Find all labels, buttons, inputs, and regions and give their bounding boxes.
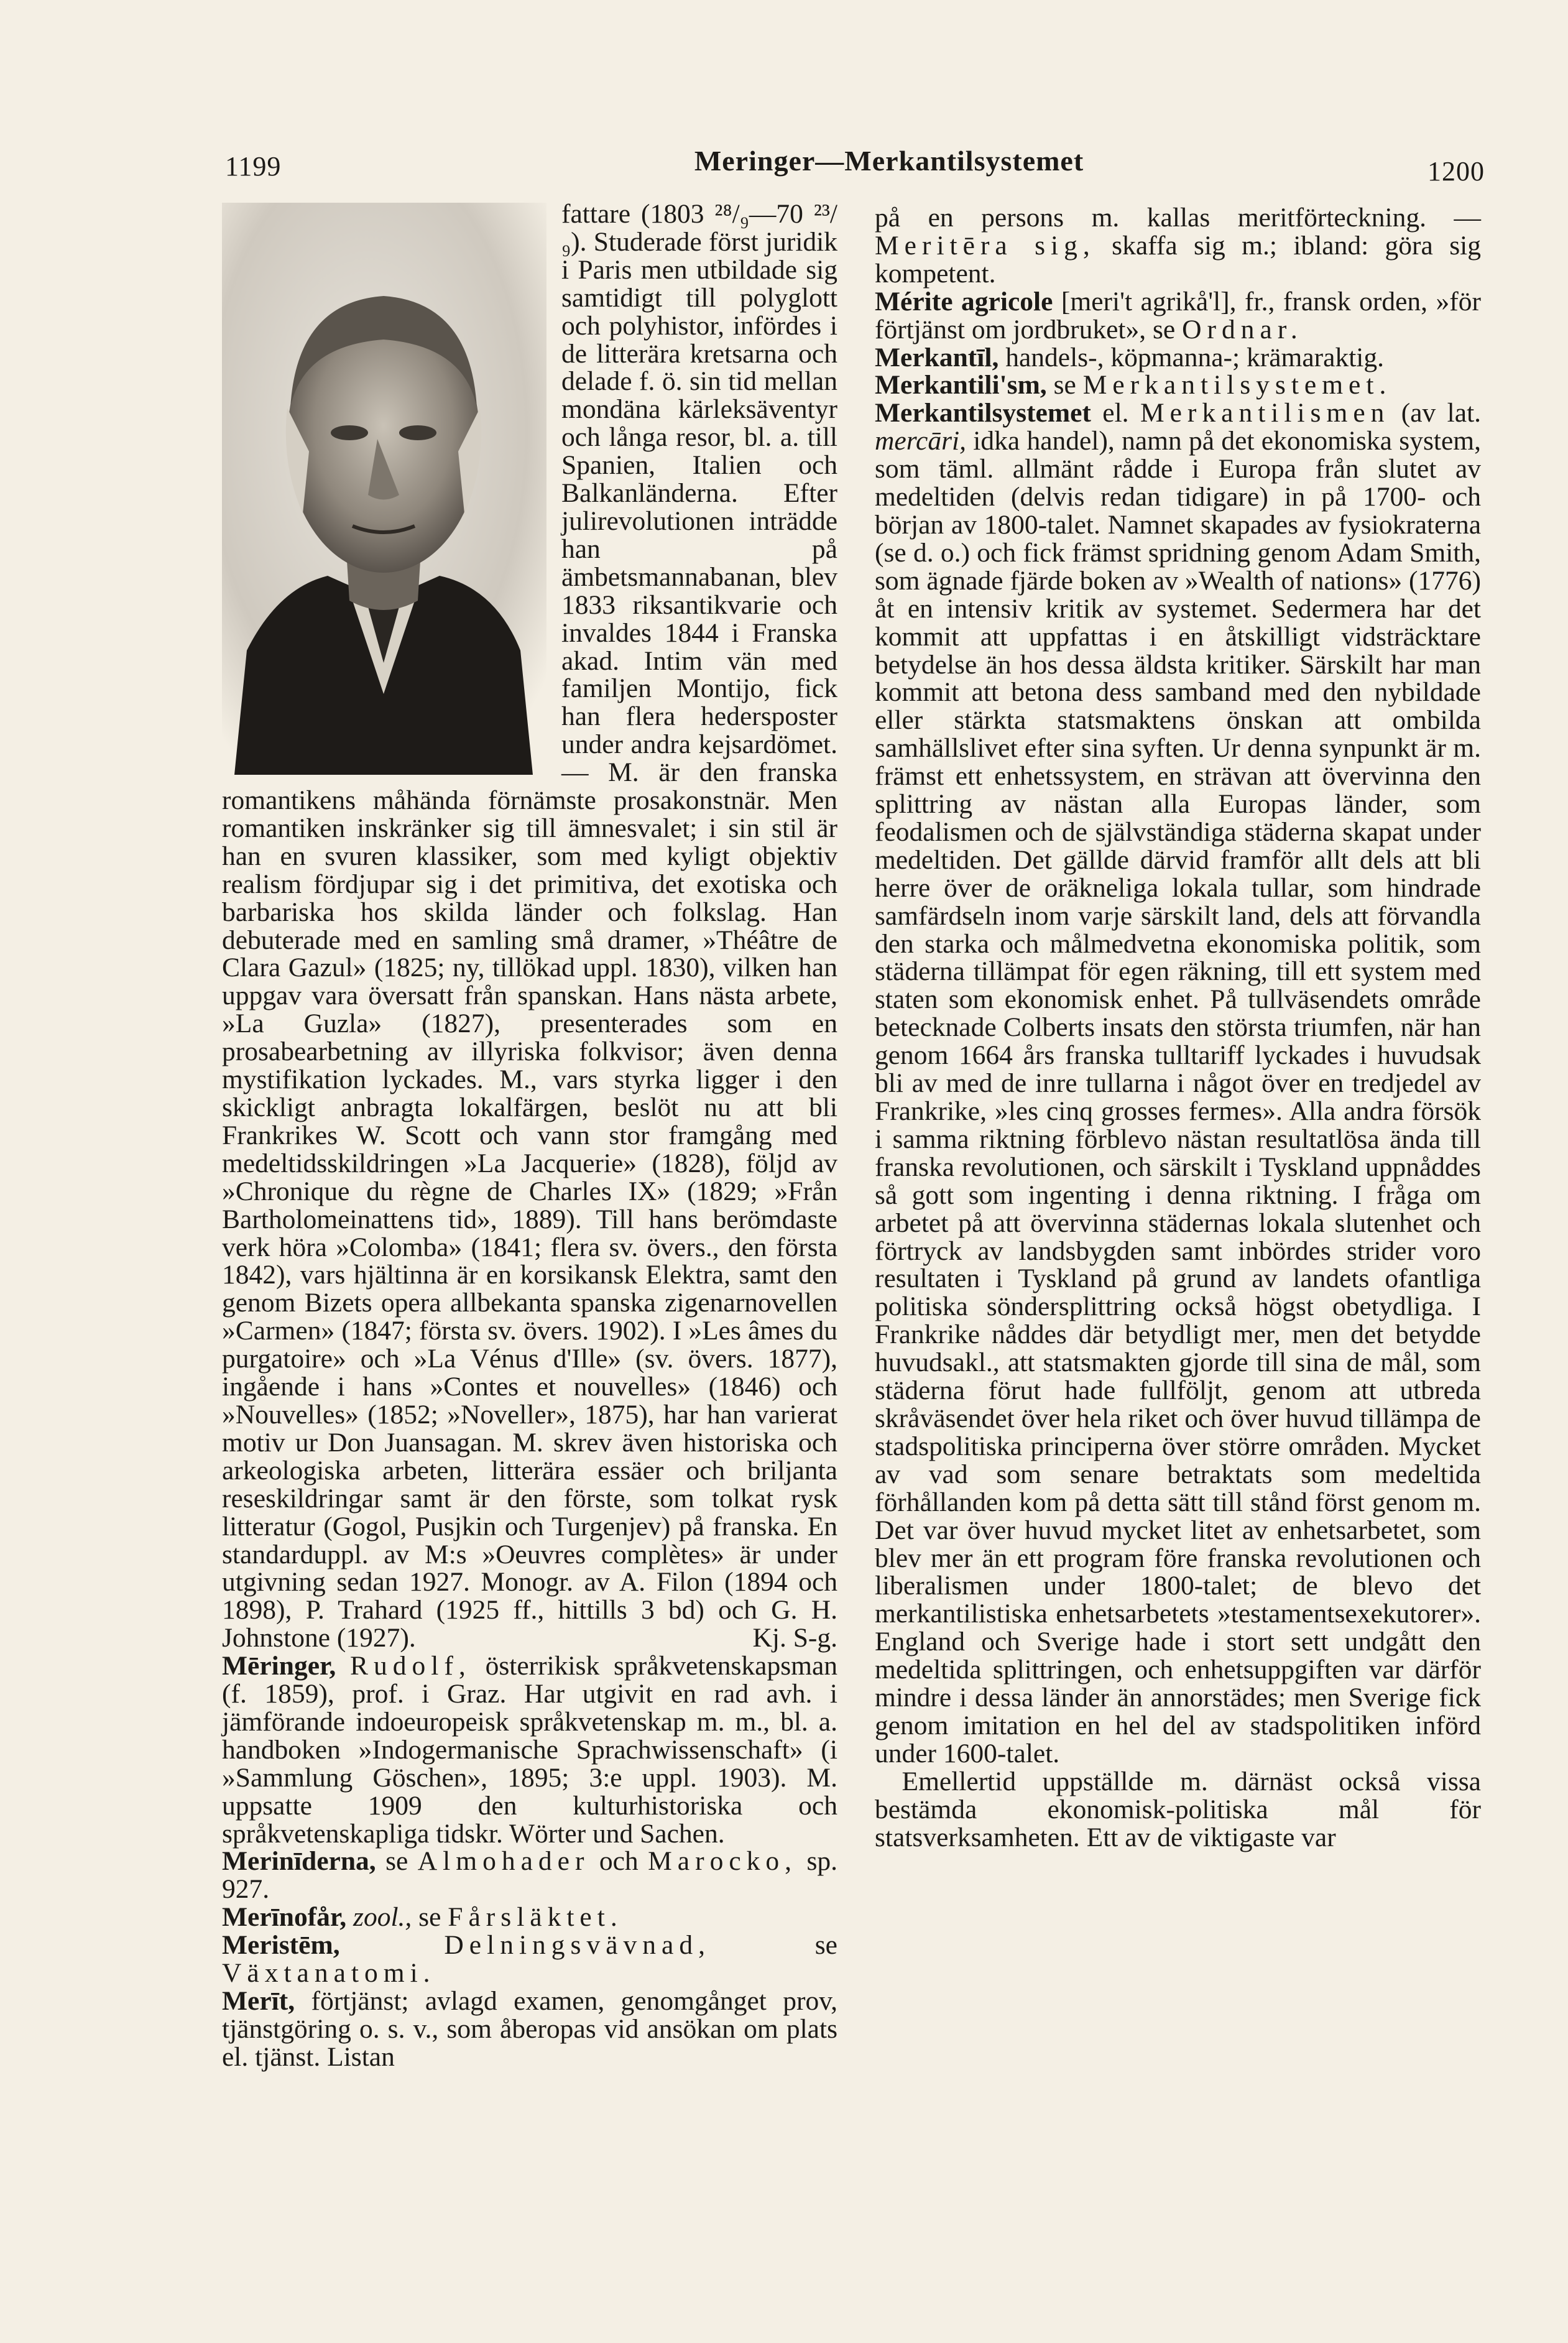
author-signature: Kj. S-g. [752, 1623, 837, 1653]
headword-merinider: Merinīderna, [222, 1846, 376, 1877]
headword-merinofar: Merīnofår, [222, 1902, 347, 1933]
headword-merkantil: Merkantīl, [875, 342, 999, 372]
meritera-text: skaffa sig m.; ibland: göra sig kompetent. [875, 230, 1482, 289]
merit-text: förtjänst; avlagd examen, genomgånget prov, tjänstgöring o. s. v., som åberopas vid ansökan om plats el. tjänst. Listan [222, 1986, 838, 2072]
meringer-text: österrikisk språkvetenskapsman (f. 1859), prof. i Graz. Har utgivit en rad avh. i jämförande indoeuropeisk språkvetenskap m. m., bl. a. handboken »Indogermanische Sprachwissenschaft» (i »Sammlung Göschen», 1895; 3:e uppl. 1903). M. uppsatte 1909 den kulturhistoriska och språkvetenskapliga tidskr. Wörter und Sachen. [222, 1651, 838, 1849]
see-word: se [385, 1846, 408, 1877]
right-column [875, 204, 1481, 1851]
headword-meringer: Mēringer, [222, 1651, 336, 1681]
cross-reference-almohader[interactable]: Almohader [417, 1846, 590, 1877]
headword-meritera: Meritēra sig, [875, 230, 1095, 261]
portrait-image [222, 203, 546, 775]
page-number-left: 1199 [225, 151, 282, 182]
headword-meristem: Meristēm, [222, 1930, 340, 1961]
headword-merkantilism: Merkantili'sm, [875, 370, 1047, 400]
see-word: se [418, 1902, 441, 1933]
zool-label: zool., [353, 1902, 412, 1933]
see-word: se [1053, 370, 1076, 400]
el-word: el. [1102, 398, 1129, 428]
meringer-name: Rudolf, [350, 1651, 471, 1681]
cross-reference-farslaktet[interactable]: Fårsläktet. [448, 1902, 623, 1933]
cross-reference-vaxtanatomi[interactable]: Växtanatomi. [222, 1958, 436, 1989]
left-column [222, 200, 837, 2071]
headword-merite-agricole: Mérite agricole [875, 286, 1053, 317]
cross-reference-merkantilsystemet[interactable]: Merkantilsystemet. [1082, 370, 1392, 400]
page-number-right: 1200 [1427, 156, 1485, 187]
headword-merit: Merīt, [222, 1986, 295, 2016]
latin-word: mercāri, [875, 426, 966, 456]
merit-continuation: på en persons m. kallas meritförteckning. — [875, 203, 1481, 233]
merimee-text: fattare (1803 ²⁸/₉—70 ²³/₉). Studerade först juridik i Paris men utbildade sig samtidigt till polyglott och polyhistor, infördes i de litterära kretsarna och delade f. ö. sin tid mellan mondäna kärleksäventyr och långa resor, bl. a. till Spanien, Italien och Balkanländerna. Efter julirevolutionen inträdde han på ämbetsmannabanan, blev 1833 riksantikvarie och invaldes 1844 i Franska akad. Intim vän med familjen Montijo, fick han flera hedersposter under andra kejsardömet. — M. är den franska romantikens måhända förnämste prosakonstnär. Men romantiken inskränker sig till ämnesvalet; i sin stil är han en svuren klassiker, som med kyligt objektiv realism fördjupar sig i det primitiva, det exotiska och barbariska hos skilda länder och folkslag. Han debuterade med en samling små dramer, »Théâtre de Clara Gazul» (1825; ny, tillökad uppl. 1830), vilken han uppgav vara översatt från spanskan. Hans nästa arbete, »La Guzla» (1827), presenterades som en prosabearbetning av illyriska folkvisor; även denna mystifikation lyckades. M., vars styrka ligger i den skickligt anbragta lokalfärgen, beslöt nu att bli Frankrikes W. Scott och vann stor framgång med medeltidsskildringen »La Jacquerie» (1828), följd av »Chronique du règne de Charles IX» (1829; »Från Bartholomeinattens tid», 1889). Till hans berömdaste verk höra »Colomba» (1841; flera sv. övers., den första 1842), vars hjältinna är en korsikansk Elektra, samt den genom Bizets opera allbekanta spanska zigenarnovellen »Carmen» (1847; första sv. övers. 1902). I »Les âmes du purgatoire» och »La Vénus d'Ille» (sv. övers. 1877), ingående i hans »Contes et nouvelles» (1846) och »Nouvelles» (1852; »Noveller», 1875), har han varierat motiv ur Don Juansagan. M. skrev även historiska och arkeologiska arbeten, litterära essäer och briljanta reseskildringar samt är den förste, som tolkat rysk litteratur (Gogol, Pusjkin och Turgenjev) på franska. En standarduppl. av M:s »Oeuvres complètes» är under utgivning sedan 1927. Monogr. av A. Filon (1894 och 1898), P. Trahard (1925 ff., hittills 3 bd) och G. H. Johnstone (1927). [222, 199, 837, 1653]
last-paragraph: Emellertid uppställde m. därnäst också vissa bestämda ekonomisk-politiska mål för statsverksamheten. Ett av de viktigaste var [875, 1766, 1481, 1852]
conjunction-word: och [599, 1846, 639, 1877]
see-word: se [814, 1930, 837, 1961]
synonym-merkantilismen: Merkantilismen [1140, 398, 1390, 428]
cross-reference-marocko[interactable]: Marocko, [648, 1846, 798, 1877]
meristem-synonym: Delningsvävnad, [444, 1930, 711, 1961]
headword-merkantilsystemet: Merkantilsystemet [875, 398, 1091, 428]
merkantil-text: handels-, köpmanna-; krämaraktig. [1005, 342, 1385, 372]
latin-prefix: (av lat. [1401, 398, 1482, 428]
merite-text: [meri't agrikå'l], fr., fransk orden, »för förtjänst om jordbruket», se [875, 286, 1481, 344]
running-head: Meringer—Merkantilsystemet [694, 145, 1084, 177]
portrait-photo [222, 203, 546, 775]
merkantilsystemet-text: idka handel), namn på det ekonomiska system, som täml. allmänt rådde i Europa från slutet av medeltiden (delvis redan tidigare) in på 1700- och början av 1800-talet. Namnet skapades av fysiokraterna (se d. o.) och fick främst spridning genom Adam Smith, som ägnade fjärde boken av »Wealth of nations» (1776) åt en intensiv kritik av systemet. Sedermera har det kommit att uppfattas i en åtskilligt vidsträcktare betydelse än hos dessa äldsta kritiker. Särskilt har man kommit att betona dess samband med den nybildade eller stärkta statsmaktens önskan att ombilda samhällslivet efter sina syften. Ur denna synpunkt är m. främst ett enhetssystem, en strävan att övervinna den splittring av nästan alla Europas länder, som feodalismen och de självständiga städerna skapat under medeltiden. Det gällde därvid framför allt dels att bli herre över de oräkneliga lokala tullar, som hindrade samfärdseln inom varje särskilt land, dels att förvandla den starka och målmedvetna ekonomiska politik, som städerna tillämpat för egen räkning, till ett system med staten som ekonomisk enhet. På tullväsendets område betecknade Colberts insats den största triumfen, när han genom 1664 års franska tulltariff lyckades i huvudsak bli av med de inre tullarna i något över en tredjedel av Frankrike, »les cinq grosses fermes». Alla andra försök i samma riktning förblevo nästan resultatlösa ända till franska revolutionen, och särskilt i Tyskland uppnåddes så gott som ingenting i denna riktning. I fråga om arbetet på att övervinna städernas lokala slutenhet och förtryck av landsbygden samt inbördes strider voro resultaten i Tyskland på grund av landets ofantliga politiska söndersplittring också högst obetydliga. I Frankrike nåddes där betydligt mer, men det betydde huvudsakl., att statsmakten gjorde till sina de mål, som städerna förut hade fullföljt, genom att utbreda skråväsendet över hela riket och över huvud tillämpa de stadspolitiska principerna över större områden. Mycket av vad som senare betraktats som medeltida förhållanden kom på detta sätt till stånd först genom m. Det var över huvud mycket litet av enhetsarbetet, som blev mer än ett program före franska revolutionen och liberalismen under 1800-talet; de blevo det merkantilistiska enhetsarbetets »testamentsexekutorer». England och Sverige hade i stort sett undgått den medeltida splittringen, och enhetsuppgiften var därför mindre i dessa länder än annorstädes; men Sverige fick genom imitation en hel del av stadspolitiken införd under 1600-talet. [875, 426, 1481, 1768]
cross-reference-ordnar[interactable]: Ordnar. [1182, 314, 1303, 344]
column-reference: sp. 927. [222, 1846, 837, 1905]
